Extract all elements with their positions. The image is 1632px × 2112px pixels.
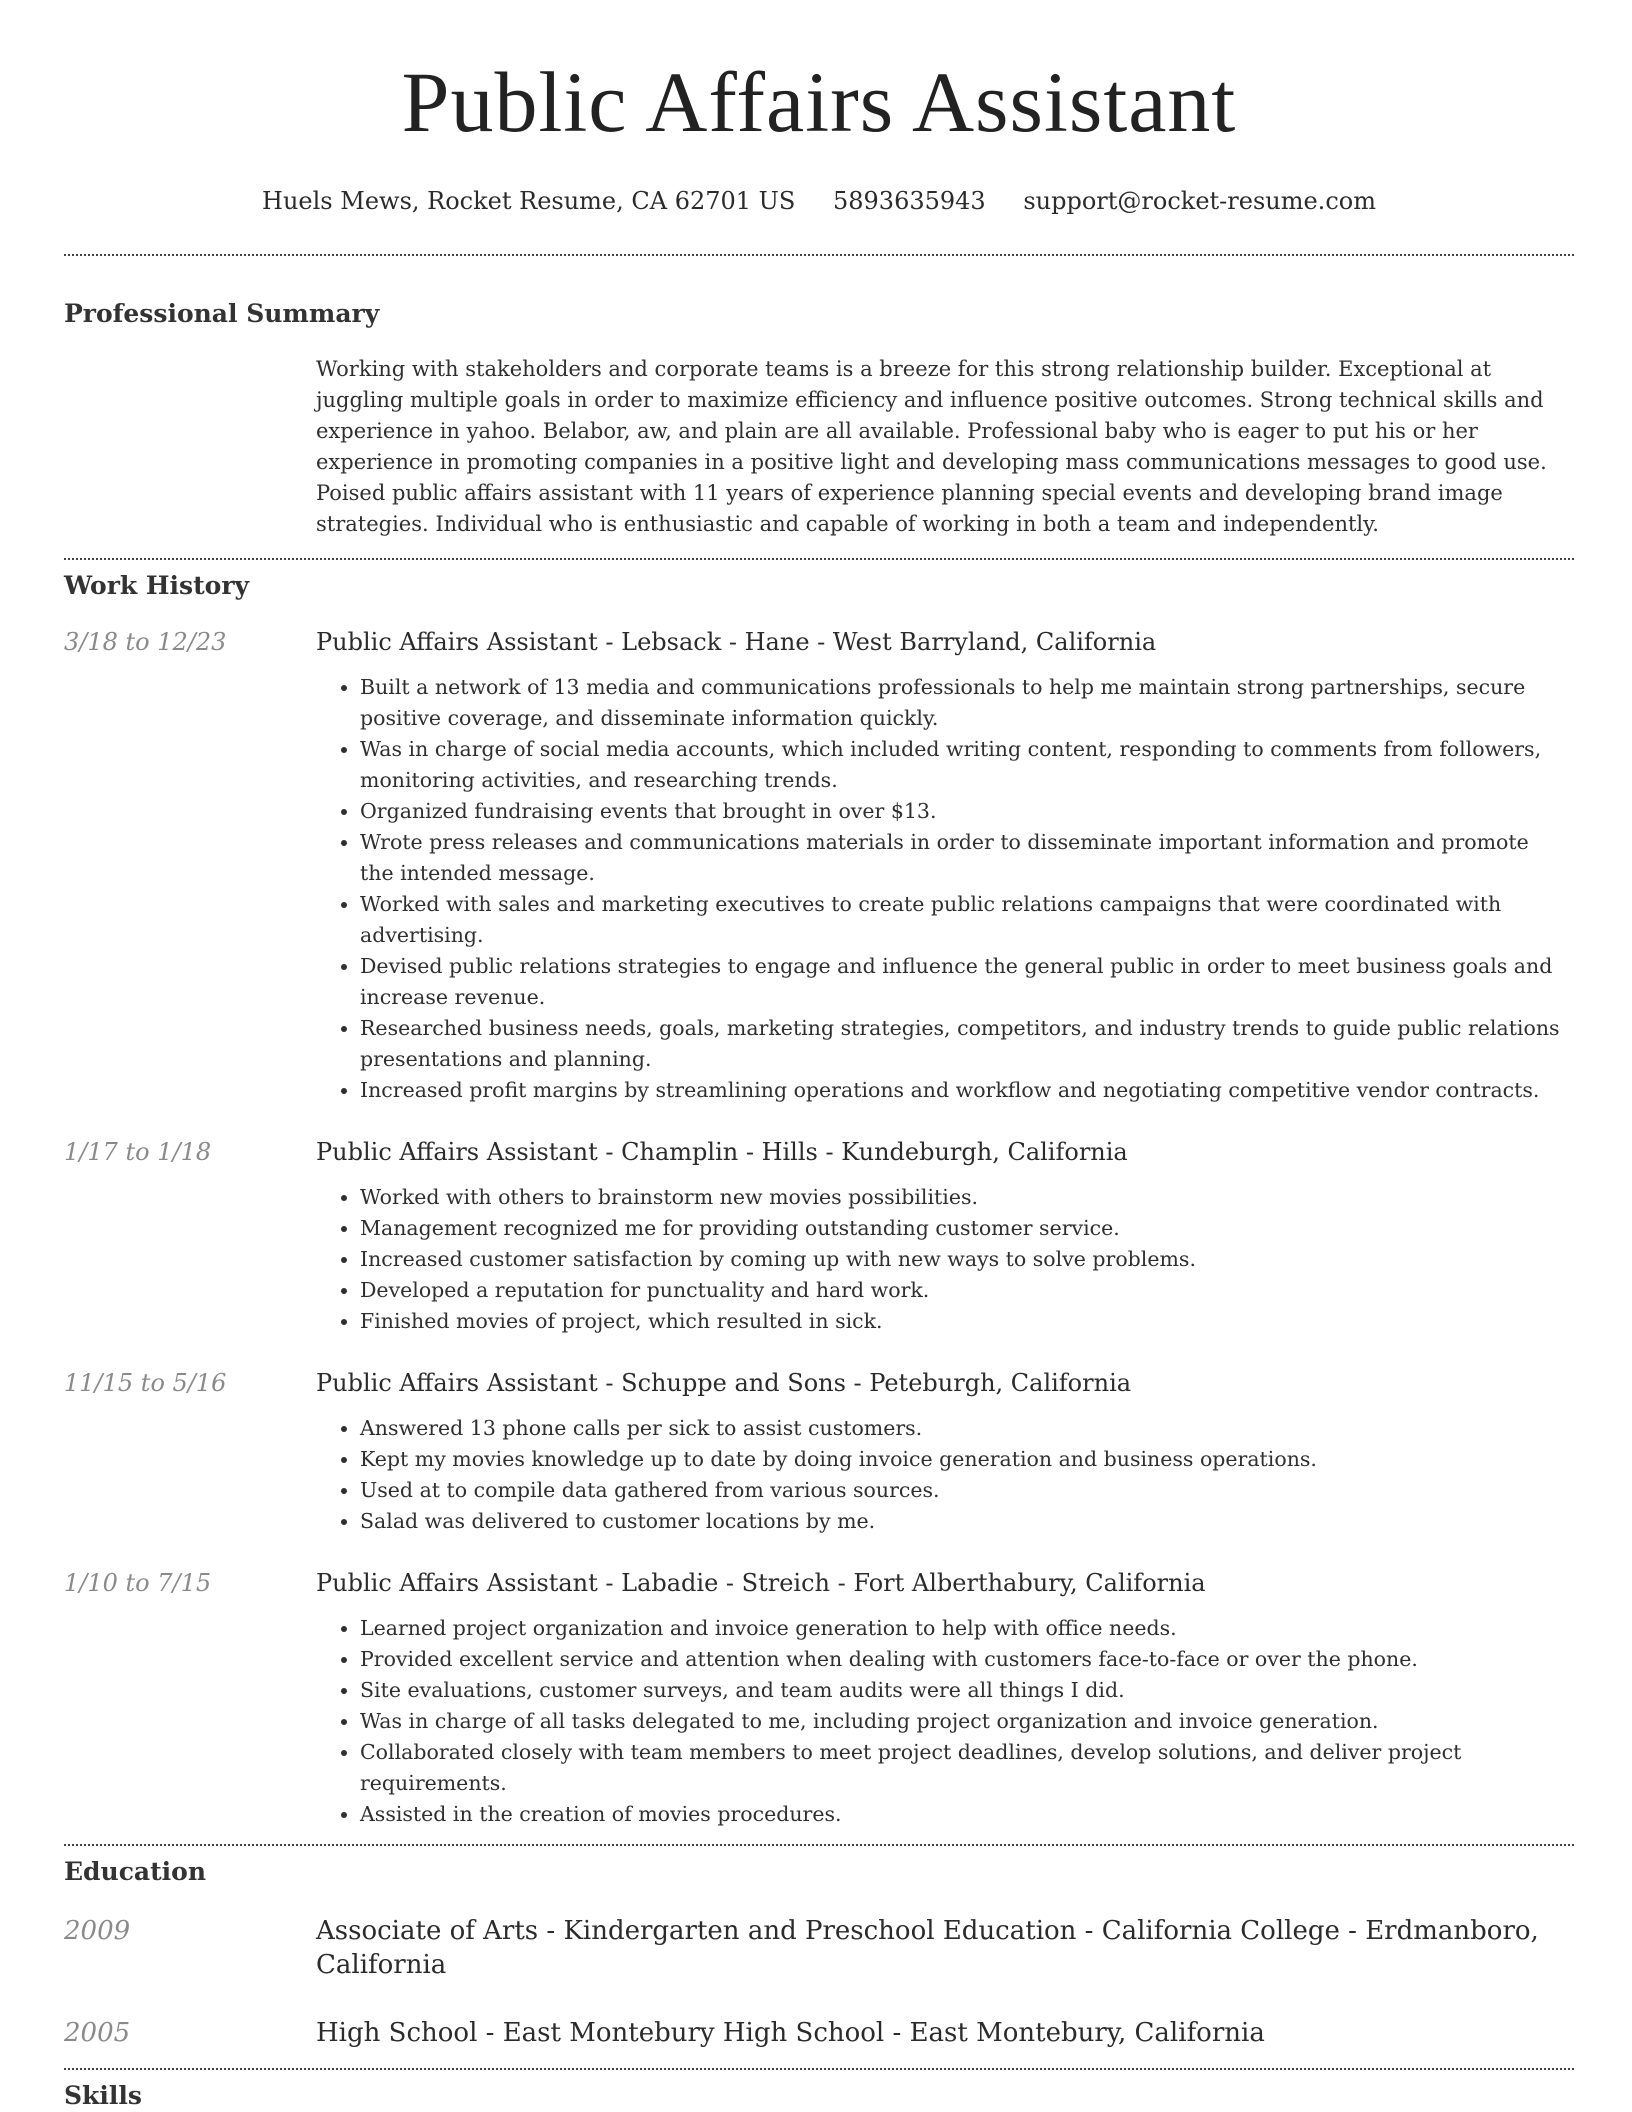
list-item: • Used at to compile data gathered from various sources. [360, 1475, 1566, 1506]
list-item: • Learned project organization and invoice generation to help with office needs. [360, 1613, 1566, 1644]
list-item: • Was in charge of all tasks delegated to me, including project organization and invoice generation. [360, 1706, 1566, 1737]
job-dates: 1/17 to 1/18 [64, 1138, 212, 1166]
job-company: Champlin - Hills - Kundeburgh, California [621, 1138, 1128, 1166]
job-company: Schuppe and Sons - Peteburgh, California [621, 1369, 1132, 1397]
job-title: Public Affairs Assistant - Lebsack - Hane - West Barryland, California [316, 628, 1157, 656]
job-title: Public Affairs Assistant - Champlin - Hills - Kundeburgh, California [316, 1138, 1128, 1166]
job-role: Public Affairs Assistant [316, 1569, 598, 1597]
list-item: • Worked with others to brainstorm new movies possibilities. [360, 1182, 1566, 1213]
list-item: • Increased profit margins by streamlining operations and workflow and negotiating competitive vendor contracts. [360, 1075, 1566, 1106]
skills-heading: Skills [64, 2081, 142, 2110]
job-entry [64, 1136, 1574, 1337]
divider [64, 558, 1574, 560]
work-history-heading: Work History [64, 571, 250, 600]
education-year: 2009 [64, 1916, 131, 1946]
education-detail: - East Montebury High School - East Montebury, California [477, 2018, 1265, 2048]
job-bullets [316, 1413, 1566, 1537]
education-detail: - Kindergarten and Preschool Education - California College - Erdmanboro, California [316, 1916, 1539, 1980]
job-entry [64, 626, 1574, 1106]
education-entry [64, 2016, 1574, 2050]
list-item: • Developed a reputation for punctuality and hard work. [360, 1275, 1566, 1306]
divider [64, 254, 1574, 256]
list-item: • Finished movies of project, which resulted in sick. [360, 1306, 1566, 1337]
education-year: 2005 [64, 2018, 131, 2048]
resume-page [64, 0, 1574, 2112]
job-entry [64, 1567, 1574, 1830]
job-role: Public Affairs Assistant [316, 1369, 598, 1397]
list-item: • Answered 13 phone calls per sick to assist customers. [360, 1413, 1566, 1444]
list-item: • Increased customer satisfaction by coming up with new ways to solve problems. [360, 1244, 1566, 1275]
job-bullets [316, 1182, 1566, 1337]
list-item: • Provided excellent service and attention when dealing with customers face-to-face or over the phone. [360, 1644, 1566, 1675]
education-degree: Associate of Arts [316, 1916, 539, 1946]
list-item: • Management recognized me for providing outstanding customer service. [360, 1213, 1566, 1244]
list-item: • Researched business needs, goals, marketing strategies, competitors, and industry trends to guide public relations presentations and planning. [360, 1013, 1566, 1075]
divider [64, 1844, 1574, 1846]
job-role: Public Affairs Assistant [316, 628, 598, 656]
job-company: Lebsack - Hane - West Barryland, California [621, 628, 1157, 656]
list-item: • Organized fundraising events that brought in over $13. [360, 796, 1566, 827]
job-bullets [316, 672, 1566, 1106]
list-item: • Salad was delivered to customer locations by me. [360, 1506, 1566, 1537]
candidate-name: Public Affairs Assistant [401, 54, 1237, 150]
list-item: • Was in charge of social media accounts, which included writing content, responding to comments from followers, monitoring activities, and researching trends. [360, 734, 1566, 796]
education-entry [64, 1914, 1574, 1982]
education-heading: Education [64, 1857, 207, 1886]
summary-text: Working with stakeholders and corporate teams is a breeze for this strong relationship builder. Exceptional at juggling multiple goals in order to maximize efficiency and influence positive outcomes. Strong technical skills and experience in yahoo. Belabor, aw, and plain are all available. Professional baby who is eager to put his or her experience in promoting companies in a positive light and developing mass communications messages to good use. Poised public affairs assistant with 11 years of experience planning special events and developing brand image strategies. Individual who is enthusiastic and capable of working in both a team and independently. [316, 357, 1547, 536]
job-dates: 11/15 to 5/16 [64, 1369, 227, 1397]
address-text: Huels Mews, Rocket Resume, CA 62701 US [262, 187, 796, 215]
list-item: • Site evaluations, customer surveys, and team audits were all things I did. [360, 1675, 1566, 1706]
phone-text: 5893635943 [833, 187, 986, 215]
job-dates: 3/18 to 12/23 [64, 628, 227, 656]
list-item: • Wrote press releases and communications materials in order to disseminate important information and promote the intended message. [360, 827, 1566, 889]
job-title: Public Affairs Assistant - Schuppe and Sons - Peteburgh, California [316, 1369, 1132, 1397]
list-item: • Kept my movies knowledge up to date by doing invoice generation and business operations. [360, 1444, 1566, 1475]
list-item: • Devised public relations strategies to engage and influence the general public in order to meet business goals and increase revenue. [360, 951, 1566, 1013]
education-degree: High School [316, 2018, 478, 2048]
education-text [316, 1914, 1574, 1982]
email-text: support@rocket-resume.com [1023, 187, 1376, 215]
job-entry [64, 1367, 1574, 1537]
job-role: Public Affairs Assistant [316, 1138, 598, 1166]
list-item: • Collaborated closely with team members to meet project deadlines, develop solutions, and deliver project requirements. [360, 1737, 1566, 1799]
job-dates: 1/10 to 7/15 [64, 1569, 212, 1597]
education-text [316, 2016, 1574, 2050]
list-item: • Worked with sales and marketing executives to create public relations campaigns that were coordinated with advertising. [360, 889, 1566, 951]
contact-line [64, 186, 1574, 216]
job-title: Public Affairs Assistant - Labadie - Streich - Fort Alberthabury, California [316, 1569, 1206, 1597]
job-company: Labadie - Streich - Fort Alberthabury, California [621, 1569, 1206, 1597]
summary-heading: Professional Summary [64, 299, 380, 328]
divider [64, 2068, 1574, 2070]
job-bullets [316, 1613, 1566, 1830]
list-item: • Built a network of 13 media and communications professionals to help me maintain strong partnerships, secure positive coverage, and disseminate information quickly. [360, 672, 1566, 734]
list-item: • Assisted in the creation of movies procedures. [360, 1799, 1566, 1830]
